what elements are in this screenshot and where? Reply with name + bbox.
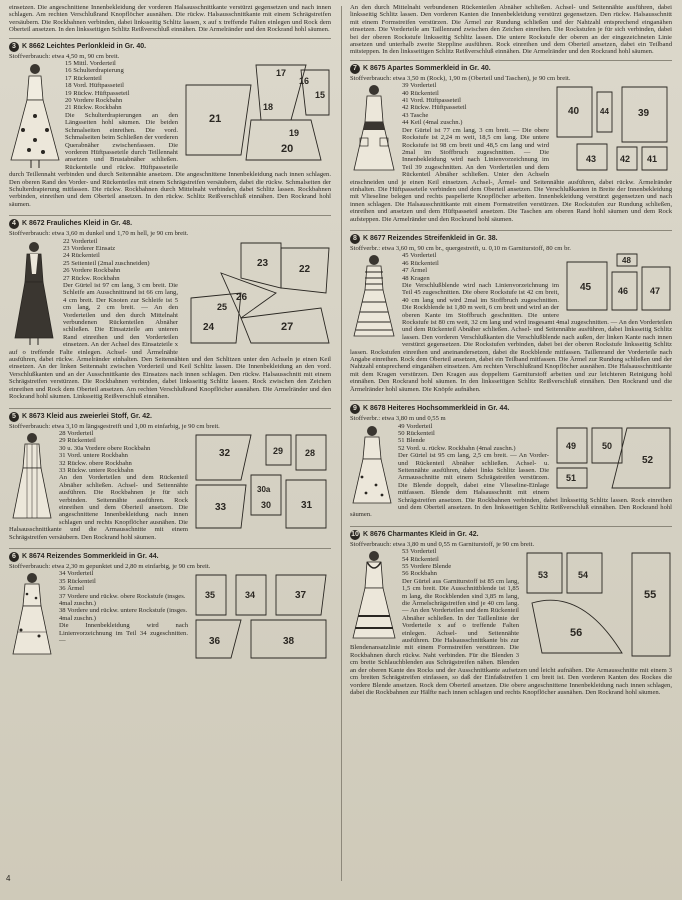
part-item: 46 Rückenteil [402, 259, 439, 267]
pattern-pieces-diagram [191, 570, 331, 662]
part-item: 45 Vorderteil [402, 252, 437, 260]
part-item: 30 u. 30a Vordere obere Rockbahn [59, 444, 151, 452]
fabric-requirement: Stoffverbrauch: etwa 3,80 m und 0,55 m Garniturstoff, je 90 cm breit. [350, 540, 535, 548]
part-item: 34 Vorderteil [59, 570, 94, 578]
piece-label: 23 [257, 257, 269, 269]
section-title: K 8676 Charmantes Kleid in Gr. 42. [363, 531, 479, 539]
dress-illustration [9, 60, 61, 170]
part-item: 24 Rückenteil [63, 252, 100, 260]
section-number: 10 [351, 530, 359, 538]
piece-label: 15 [315, 90, 326, 101]
piece-label: 40 [568, 106, 580, 118]
piece-label: 56 [570, 627, 583, 640]
part-item: 32 Rückw. obere Rockbahn [59, 459, 132, 467]
part-item: 20 Vordere Rockbahn [65, 97, 123, 105]
part-item: 38 Vordere und rückw. untere Rockstufe (insges. 4mal zuschn.) [59, 607, 188, 622]
section-8 [350, 230, 672, 396]
part-item: 50 Rückenteil [398, 429, 435, 437]
piece-label: 34 [245, 590, 256, 601]
section-number: 3 [9, 42, 19, 52]
piece-label: 24 [203, 321, 215, 333]
fabric-requirement: Stoffverbrauch: etwa 4,50 m, 90 cm breit. [9, 52, 120, 60]
piece-label: 32 [219, 447, 231, 459]
piece-label: 27 [281, 320, 294, 333]
sewing-instructions: An den Vorderteilen und dem Rückenteil Abnäher schließen. Achsel- und Seitennähte ausführen. Die Rockbahnen je für sich verbinden. Seitennähte ausführen. Rock einreihen und dem Oberteil ansetzen. Die angeschnittene Innenbekleidung nach innen schlagen und rechts Knopflöcher ausnähen. Die Halsausschnittkante und die Armausschnitte mit einem Schrägstreifen versäubern. Den Rockrand hohl säumen. [9, 474, 188, 541]
dress-illustration [350, 423, 394, 508]
dress-illustration [9, 570, 55, 660]
section-number: 9 [350, 404, 360, 414]
piece-label: 30a [257, 484, 271, 494]
part-item: 26 Vordere Rockbahn [63, 267, 121, 275]
piece-label: 55 [644, 589, 657, 602]
part-item: 56 Rockbahn [402, 570, 437, 578]
part-item: 42 Rückw. Hüftpasseteil [402, 104, 467, 112]
part-item: 52 Vord. u. rückw. Rockbahn (4mal zuschn.) [398, 444, 516, 452]
part-item: 44 Keil (4mal zuschn.) [402, 119, 463, 127]
piece-label: 22 [299, 263, 311, 275]
pattern-pieces-diagram [562, 252, 672, 312]
left-column [9, 4, 331, 664]
part-item: 49 Vorderteil [398, 422, 433, 430]
piece-label: 45 [580, 282, 592, 294]
part-item: 35 Rückenteil [59, 577, 96, 585]
section-4 [9, 215, 331, 403]
section-10 [350, 526, 672, 700]
right-intro-text: An den durch Mittelnaht verbundenen Rückenteilen Abnäher schließen. Achsel- und Seitennähte ausführen, dabei linksseitig Schlitz lassen. Den vorderen Kanten die Innenbekleidung verstürzt gegensetzen. Den rückw. Halsausschnitt mit einem Formstreifen verstürzen. Die Ärmel zur Rundung schließen und der Nahtzahl entsprechend einganähen einsetzen. Die Vorderteile am Taillenrand zwischen den Zeichen einreihen. Die Rockstufen je für sich verbinden, dabei bei der oberen Rockstufe linksseitig Schlitz lassen. Die untere Rockstufe der oberen an der eingezeichneten Linie ansetzen und unterhalb zweite Steppline ausführen. Rock einreihen und dem Oberteil ansetzen, dabei ein Teilband mitsteppen. In den linksseitigen Schlitz Reißverschluß einnähen. Die Armelränder und den Rockrand hohl säumen. [350, 4, 672, 56]
page-number: 4 [6, 874, 11, 883]
piece-label: 25 [217, 301, 228, 312]
fabric-requirement: Stoffverbrauch: etwa 2,30 m gepunktet und 2,80 m einfarbig, je 90 cm breit. [9, 563, 211, 570]
part-item: 18 Vord. Hüftpasseteil [65, 82, 124, 90]
piece-label: 44 [600, 107, 609, 117]
piece-label: 51 [566, 472, 577, 483]
pattern-pieces-diagram [181, 238, 331, 348]
piece-label: 53 [538, 570, 549, 581]
piece-label: 20 [281, 143, 294, 156]
pattern-pieces-diagram [552, 423, 672, 493]
piece-label: 30 [261, 499, 272, 510]
fabric-requirement: Stoffverbr.: etwa 3,60 m, 90 cm br., quergestreift, u. 0,10 m Garniturstoff, 80 cm br. [350, 244, 571, 252]
fabric-requirement: Stoffverbrauch: etwa 3,50 m (Rock), 1,90 m (Oberteil und Taschen), je 90 cm breit. [350, 74, 571, 82]
piece-label: 28 [305, 447, 316, 458]
piece-label: 33 [215, 501, 227, 513]
section-7 [350, 60, 672, 226]
piece-label: 46 [618, 286, 629, 297]
part-item: 54 Rückenteil [402, 555, 439, 563]
piece-label: 43 [586, 154, 597, 165]
piece-label: 26 [236, 291, 248, 303]
pattern-pieces-diagram [181, 60, 331, 165]
part-item: 55 Vordere Blende [402, 563, 452, 570]
dress-illustration [350, 252, 398, 342]
sewing-instructions: Die Schulterdrapierungen an den Längsseiten hohl säumen. Die beiden Schmalseiten einreihen. Die vord. Schmalseiten beim Schließen der vorderen Querabnäher zwischenfassen. Die vorderen Hüftpasseteile durch Teillennaht ansetzen und Brustabnäher schließen. Rückenteile und rückw. Hüftpasseteile durch Teillennaht verbinden und durch Seitennähte ansetzen. Die angeschnittene Innenbekleidung nach innen schlagen. Den oberen Rand des Vorder- und Rückenteiles mit einem Schrägstreifen versäubern, dabei die rückw. Schmalseiten der Schulterdrapierung mitfassen. Die rückw. Rockbahnen durch Mittelnaht verbinden, dabei Schlitz lassen. Rockbahnen verbinden, einreihen und dem Oberteil ansetzen. In den rückw. Schlitz Reißverschluß einnähen. Den Rockrand hohl säumen. [9, 111, 331, 208]
pattern-pieces-diagram [522, 548, 672, 658]
part-item: 36 Ärmel [59, 585, 85, 593]
part-item: 23 Vorderer Einsatz [63, 244, 116, 252]
sewing-instructions: Der Gürtel ist 97 cm lang, 3 cm breit. Die Schleife am Ausschnittrand ist 66 cm lang, 4 cm breit. Der Knoten zur Schleife ist 5 cm lang, 2 cm breit. — An den Vorderteilen und den durch Mittelnaht verbundenen Rückenteilen Abnäher schließen. Die Einsatzteile am unteren Rand einreihen und den Vorderteilen einsetzen. An der Achsel des Einsatzteile x auf o treffende Falte einlegen. Achsel- und Ärmelnähte ausführen, dabei rückw. Ärmelränder einhalten. Den Seitennähten und den Schlitzen unter den Achseln je einen Keil einsetzen. An der linken Seitennaht zwischen Vorderteil und Keil Schlitz lassen. Die Innenbekleidung an den vord. Verschlußkanten und an der Ausschnittkante des Einsatzes nach innen schlagen. Den rückw. Halsausschnitt mit einem Schrägstreifen verstürzen. Die Rockbahnen verbinden, dabei linksseitig Schlitz lassen. Rock zwischen den Zeichen einreihen und Rock dem Oberteil ansetzen. Am rechten Verschlußrand Knopflöcher ausnähen. Die Armelränder und den Rockrand hohl säumen. Linksseitig Reißverschluß einnähen. [9, 282, 331, 401]
pattern-pieces-diagram [552, 82, 672, 174]
sewing-instructions: Die Verschlußblende wird nach Linienvorzeichnung im Teil 45 zugeschnitten. Die obere Rockstufe ist 42 cm breit, 40 cm lang und wird 2mal im Stoffbruch zugeschnitten. Die Rockblende ist 1,80 m weit, 6 cm breit und wird an der oberen Kante im Stoffbruch geschnitten. Die untere Rockstufe ist 80 cm weit, 32 cm lang und wird insgesamt 4mal zugeschnitten. — An den Vorderteilen und dem Rückenteil Abnäher schließen. Achsel- und Seitennähte ausführen, dabei linksseitig Schlitz lassen. Den vorderen Verschlußkanten die Verschlußblende nach außen, der linken Kante nach innen verstürzt gegensetzen. Die Rockstufen verbinden, dabei bei der oberen Rockstufe linksseitig Schlitz lassen. Rockstufen einreihen und aneinandersetzen, dabei die Rockblende mitfassen. Taillenrand der Vorderteile nach Angabe einreihen. Rock dem Oberteil ansetzen, dabei ein Teilband mitfassen. Die Ärmel zur Rundung schließen und der Nahtzahl entsprechend einganähen einsetzen. Am rechten Verschlußrand Knopflöcher ausnähen. Die Halsausschnittkante mit dem Kragen verstürzen. Den Kragen aus doppeltem Garniturstoff arbeiten und zur leichteren Reinigung hohl einnähen. Den Rockrand hohl säumen. In den linksseitigen Schlitz Reißverschluß einnähen. Den Rockrand und die Ärmelränder hohl säumen. Die Knöpfe aufnähen. [350, 282, 672, 393]
piece-label: 50 [602, 440, 613, 451]
section-number: 4 [9, 219, 19, 229]
section-title: K 8672 Frauliches Kleid in Gr. 48. [22, 220, 133, 228]
piece-label: 36 [209, 636, 221, 648]
piece-label: 48 [622, 256, 631, 266]
piece-label: 35 [205, 590, 216, 601]
piece-label: 37 [295, 590, 307, 602]
piece-label: 54 [578, 570, 589, 581]
section-3 [9, 38, 331, 212]
part-item: 33 Rückw. untere Rockbahn [59, 466, 134, 474]
sewing-instructions: Der Gürtel ist 95 cm lang, 2,5 cm breit. — An Vorder- und Rückenteil Abnäher schließen. Achsel- u. Seitennähte ausführen, dabei links Schlitz lassen. Die Armausschnitte mit einem Schrägstreifen verstürzen. Die Blende doppelt, dabei eine Vlieseline-Einlage mitfassen. Blende dem Halsausschnitt mit einem Schrägstreifen ansetzen. Die Rockbahnen verbinden, dabei linksseitig Schlitz lassen. Rock einreihen und dem Oberteil ansetzen. In den linksseitigen Schlitz Reißverschluß einnähen. Den Rockrand hohl säumen. [350, 452, 672, 519]
sewing-instructions: Der Gürtel aus Garniturstoff ist 85 cm lang, 1,5 cm breit. Die Ausschnittblende ist 1,85 m lang, die Rockblenden sind 3,85 m lang, die Ärmelschrägstreifen sind je 40 cm lang. — An den Vorderteilen und dem Rückenteil Abnäher schließen. In der Taillenlinie der Vorderteile x auf o treffende Falten einlegen. Achsel- und Seitennähte ausführen. Die Halsausschnittkante bis zur Blendenansatzlinie mit einem Formstreifen verstürzen. Die Rockbahnen durch rückw. Naht verbinden. Für die Blenden 3 cm breite Schlauchblenden aus Schrägstreifen nähen. Blenden an der oberen Kante des Rocks und der Ausschnittkante aufsetzen und leicht aufnähen. Die Armausschnitte mit einem 3 cm breiten Schrägstreifen einfassen, so daß der Einfaßstreifen 1 cm breit ist. Den vorderen Kanten des Rockes die vordere Blende ansetzen. Rock dem Oberteil ansetzen. Die obere angeschnittene Innenbekleidung nach innen schlagen, dabei die Rockbahnen zur Hälfte nach innen schlagen und rechts Knopflöcher ausnähen. Den Rockrand hohl säumen. [350, 577, 672, 696]
section-6 [9, 548, 331, 664]
fabric-requirement: Stoffverbr.: etwa 3,80 m und 0,55 m [350, 415, 446, 423]
part-item: 48 Kragen [402, 274, 430, 282]
fabric-requirement: Stoffverbrauch: etwa 3,10 m längsgestreift und 1,00 m einfarbig, je 90 cm breit. [9, 422, 220, 430]
part-item: 27 Rückw. Rockbahn [63, 274, 120, 282]
piece-label: 17 [276, 68, 287, 79]
part-item: 31 Vord. untere Rockbahn [59, 452, 128, 460]
piece-label: 16 [299, 76, 310, 87]
piece-label: 49 [566, 440, 577, 451]
part-item: 22 Vorderteil [63, 237, 98, 245]
part-item: 40 Rückenteil [402, 89, 439, 97]
dress-illustration [350, 548, 398, 643]
part-item: 25 Seitenteil (2mal zuschneiden) [63, 259, 150, 267]
part-item: 51 Blende [398, 437, 425, 445]
piece-label: 52 [642, 454, 654, 466]
part-item: 19 Rückw. Hüftpasseteil [65, 89, 130, 97]
fabric-requirement: Stoffverbrauch: etwa 3,60 m dunkel und 1,70 m hell, je 90 cm breit. [9, 230, 189, 238]
sewing-instructions: Die Innenbekleidung wird nach Linienvorzeichnung im Teil 34 zugeschnitten. — [59, 622, 188, 645]
dress-illustration [9, 238, 59, 346]
section-number: 7 [350, 64, 360, 74]
section-title: K 8678 Heiteres Hochsommerkleid in Gr. 44. [363, 405, 510, 413]
section-title: K 8673 Kleid aus zweierlei Stoff, Gr. 42. [22, 412, 152, 420]
section-number: 8 [350, 234, 360, 244]
section-5 [9, 408, 331, 545]
part-item: 47 Ärmel [402, 267, 428, 275]
part-item: 39 Vorderteil [402, 82, 437, 90]
dress-illustration [350, 82, 398, 177]
part-item: 43 Tasche [402, 111, 429, 119]
column-divider [341, 6, 342, 881]
section-title: K 8674 Reizendes Sommerkleid in Gr. 44. [22, 553, 159, 561]
part-item: 15 Mittl. Vorderteil [65, 60, 116, 68]
piece-label: 29 [273, 445, 284, 456]
part-item: 37 Vordere und rückw. obere Rockstufe (insges. 4mal zuschn.) [59, 592, 186, 608]
piece-label: 38 [283, 636, 295, 648]
piece-label: 42 [620, 154, 631, 165]
piece-label: 39 [638, 108, 650, 120]
piece-label: 21 [209, 113, 222, 126]
sewing-instructions: Der Gürtel ist 77 cm lang, 3 cm breit. — Die obere Rockstufe ist 2,24 m weit, 18,5 cm lang. Die untere Rockstufe ist 98 cm breit und 48,5 cm lang und wird 2mal im Stoffbruch zugeschnitten. — Die Innenbekleidung wird nach Linienvorzeichnung im Teil 39 zugeschnitten. An den Vorderteilen und dem Rückenteil Abnäher schließen. Unter den Achseln einschneiden und je einen Keil einsetzen. Achsel-, Ärmel- und Seitennähte ausführen, dabei rückw. Ärmelränder einhalten. Die Hüftpasseteile verbinden und dem Oberteil ansetzen. Die Verschlußkanten in Breite der Innenbekleidung mit Vlieseline belegen und rechts paspelierte Knopflöcher arbeiten. Innenbekleidung verstürzt gegensetzen und nach innen schlagen. Die Halsausschnittkante mit einem Formstreifen verstürzen. Die Rockstufen zur Rundung schließen, einreihen und ansetzen und dem Hüftpasseteil ansetzen. Die Taschen am oberen Rand hohl säumen und dem Rock aufsteppen. Die Armelränder und den Rockrand hohl säumen. [350, 126, 672, 223]
piece-label: 41 [647, 154, 658, 165]
part-item: 29 Rückenteil [59, 437, 96, 445]
part-item: 21 Rückw. Rockbahn [65, 104, 122, 112]
section-title: K 8662 Leichtes Perlonkleid in Gr. 40. [22, 42, 147, 50]
section-title: K 8675 Apartes Sommerkleid in Gr. 40. [363, 65, 491, 73]
section-number: 5 [9, 412, 19, 422]
piece-label: 19 [289, 128, 300, 139]
left-intro-text: einsetzen. Die angeschnittene Innenbekleidung der vorderen Halsausschnittkante verstürzt gegensetzen und nach innen schlagen. Am rechten Verschlußrand Knopflöcher ausnähen. Die rückw. Halsausschnittkante mit einem Schrägstreifen versäubern. Die Rockbahnen verbinden, dabei linksseitig Schlitz lassen, x auf x treffende Falten einlegen und Rock dem Oberteil ansetzen. In den linksseitigen Schlitz Reißverschluß einnähen. Die Armelränder und den Rockrand hohl säumen. [9, 4, 331, 34]
section-title: K 8677 Reizendes Streifenkleid in Gr. 38. [363, 235, 498, 243]
part-item: 16 Schulterdrapierung [65, 67, 124, 75]
piece-label: 31 [301, 499, 313, 511]
right-column [350, 4, 672, 699]
piece-label: 47 [650, 286, 661, 297]
pattern-pieces-diagram [191, 430, 331, 530]
part-item: 17 Rückenteil [65, 74, 102, 82]
dress-illustration [9, 430, 55, 525]
part-item: 53 Vorderteil [402, 548, 437, 556]
section-number: 6 [9, 552, 19, 562]
part-item: 41 Vord. Hüftpasseteil [402, 97, 461, 105]
section-9 [350, 400, 672, 522]
piece-label: 18 [263, 102, 274, 113]
part-item: 28 Vorderteil [59, 429, 94, 437]
